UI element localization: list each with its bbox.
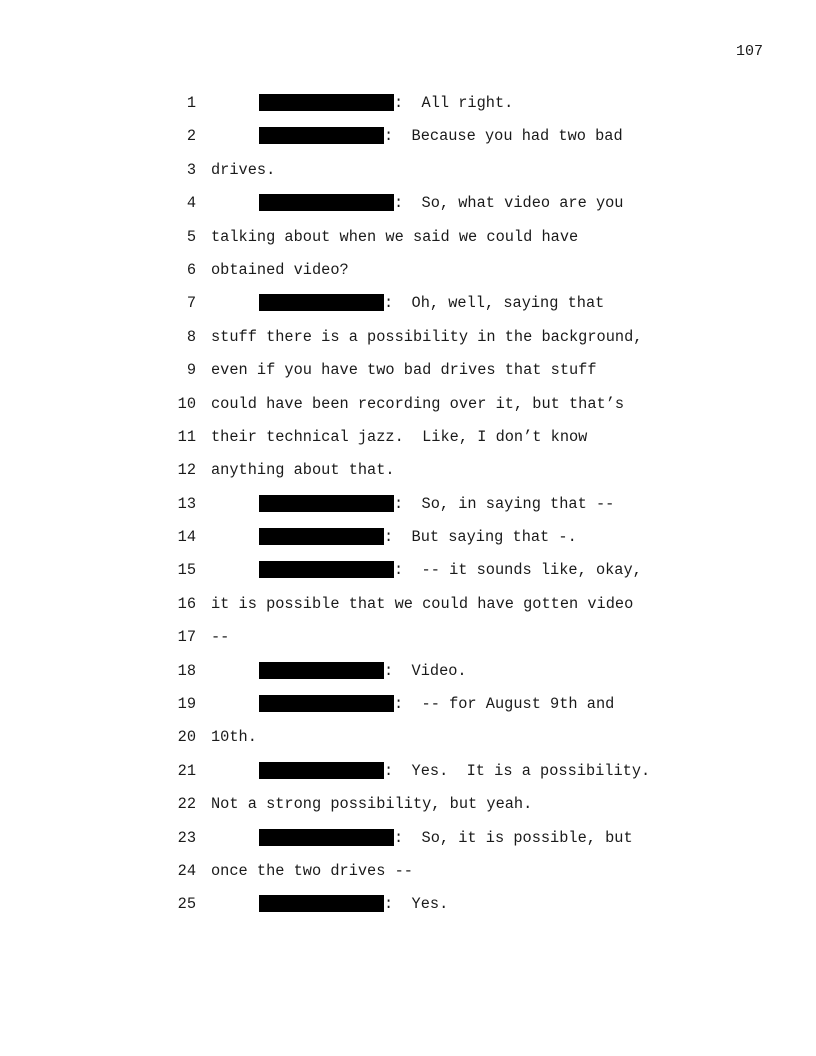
transcript-line xyxy=(0,261,816,294)
line-content: anything about that. xyxy=(211,461,395,480)
transcript-line xyxy=(0,762,816,795)
speaker-line-text xyxy=(259,127,623,145)
line-number: 11 xyxy=(177,427,196,446)
line-content: Not a strong possibility, but yeah. xyxy=(211,795,533,814)
redacted-speaker-name xyxy=(259,695,394,712)
transcript-line xyxy=(0,528,816,561)
line-content: it is possible that we could have gotten video xyxy=(211,594,634,613)
line-content: talking about when we said we could have xyxy=(211,227,579,246)
redacted-speaker-name xyxy=(259,762,384,779)
line-content: : Yes. It is a possibility. xyxy=(384,761,651,780)
redacted-speaker-name xyxy=(259,94,394,111)
transcript-line xyxy=(0,695,816,728)
redacted-speaker-name xyxy=(259,528,384,545)
transcript-line xyxy=(0,728,816,761)
line-text xyxy=(211,628,229,646)
speaker-line-text xyxy=(259,829,633,847)
transcript-line xyxy=(0,461,816,494)
line-number: 3 xyxy=(186,160,196,179)
transcript-line xyxy=(0,595,816,628)
line-text xyxy=(211,862,413,880)
line-content: obtained video? xyxy=(211,260,349,279)
speaker-line-text xyxy=(259,495,614,513)
speaker-line-text xyxy=(259,528,577,546)
line-content: : Oh, well, saying that xyxy=(384,294,605,313)
transcript-line xyxy=(0,228,816,261)
redacted-speaker-name xyxy=(259,895,384,912)
line-content: : Yes. xyxy=(384,895,449,914)
transcript-line xyxy=(0,328,816,361)
line-content: their technical jazz. Like, I don’t know xyxy=(211,427,588,446)
line-content: stuff there is a possibility in the background, xyxy=(211,327,643,346)
line-text xyxy=(211,728,257,746)
speaker-line-text xyxy=(259,662,467,680)
transcript-line xyxy=(0,294,816,327)
redacted-speaker-name xyxy=(259,194,394,211)
line-content: : -- it sounds like, okay, xyxy=(394,561,642,580)
line-number: 25 xyxy=(177,895,196,914)
line-content: 10th. xyxy=(211,728,257,747)
line-text xyxy=(211,428,587,446)
line-number: 5 xyxy=(186,227,196,246)
transcript-line xyxy=(0,127,816,160)
redacted-speaker-name xyxy=(259,294,384,311)
line-content: : So, in saying that -- xyxy=(394,494,615,513)
line-number: 23 xyxy=(177,828,196,847)
redacted-speaker-name xyxy=(259,829,394,846)
line-content: could have been recording over it, but that’s xyxy=(211,394,625,413)
line-number: 24 xyxy=(177,861,196,880)
line-number: 2 xyxy=(186,127,196,146)
line-text xyxy=(211,395,624,413)
line-content: once the two drives -- xyxy=(211,861,413,880)
line-number: 20 xyxy=(177,728,196,747)
line-text xyxy=(211,461,395,479)
redacted-speaker-name xyxy=(259,127,384,144)
transcript-line xyxy=(0,194,816,227)
speaker-line-text xyxy=(259,695,614,713)
transcript-line xyxy=(0,395,816,428)
line-text xyxy=(211,228,578,246)
redacted-speaker-name xyxy=(259,561,394,578)
speaker-line-text xyxy=(259,762,650,780)
line-content: : But saying that -. xyxy=(384,528,577,547)
line-number: 22 xyxy=(177,795,196,814)
transcript-line xyxy=(0,361,816,394)
line-text xyxy=(211,361,597,379)
line-content: : Video. xyxy=(384,661,467,680)
line-number: 16 xyxy=(177,594,196,613)
transcript-line xyxy=(0,862,816,895)
line-number: 7 xyxy=(186,294,196,313)
transcript-line xyxy=(0,895,816,928)
line-number: 4 xyxy=(186,194,196,213)
transcript-line xyxy=(0,628,816,661)
line-content: drives. xyxy=(211,160,276,179)
line-content: even if you have two bad drives that stuff xyxy=(211,361,597,380)
transcript-line xyxy=(0,161,816,194)
line-content: : All right. xyxy=(394,94,514,112)
line-content: -- xyxy=(211,628,230,647)
line-number: 14 xyxy=(177,528,196,547)
speaker-line-text xyxy=(259,895,448,913)
line-text xyxy=(211,328,642,346)
line-text xyxy=(211,795,532,813)
transcript-line xyxy=(0,829,816,862)
transcript-line xyxy=(0,495,816,528)
redacted-speaker-name xyxy=(259,662,384,679)
line-number: 9 xyxy=(186,361,196,380)
speaker-line-text xyxy=(259,94,513,112)
transcript-line xyxy=(0,94,816,127)
speaker-line-text xyxy=(259,194,624,212)
line-number: 21 xyxy=(177,761,196,780)
transcript-line xyxy=(0,561,816,594)
line-number: 8 xyxy=(186,327,196,346)
line-number: 17 xyxy=(177,628,196,647)
line-text xyxy=(211,595,633,613)
line-number: 18 xyxy=(177,661,196,680)
line-number: 15 xyxy=(177,561,196,580)
line-number: 19 xyxy=(177,695,196,714)
speaker-line-text xyxy=(259,561,642,579)
line-text xyxy=(211,161,275,179)
transcript-line xyxy=(0,428,816,461)
line-number: 1 xyxy=(186,94,196,112)
line-content: : Because you had two bad xyxy=(384,127,623,146)
transcript-line xyxy=(0,795,816,828)
redacted-speaker-name xyxy=(259,495,394,512)
line-content: : -- for August 9th and xyxy=(394,695,615,714)
transcript-line xyxy=(0,662,816,695)
line-text xyxy=(211,261,349,279)
transcript-body xyxy=(0,94,816,929)
line-number: 12 xyxy=(177,461,196,480)
line-content: : So, what video are you xyxy=(394,194,624,213)
page-number: 107 xyxy=(735,43,763,60)
speaker-line-text xyxy=(259,294,604,312)
line-content: : So, it is possible, but xyxy=(394,828,633,847)
line-number: 13 xyxy=(177,494,196,513)
line-number: 10 xyxy=(177,394,196,413)
line-number: 6 xyxy=(186,260,196,279)
